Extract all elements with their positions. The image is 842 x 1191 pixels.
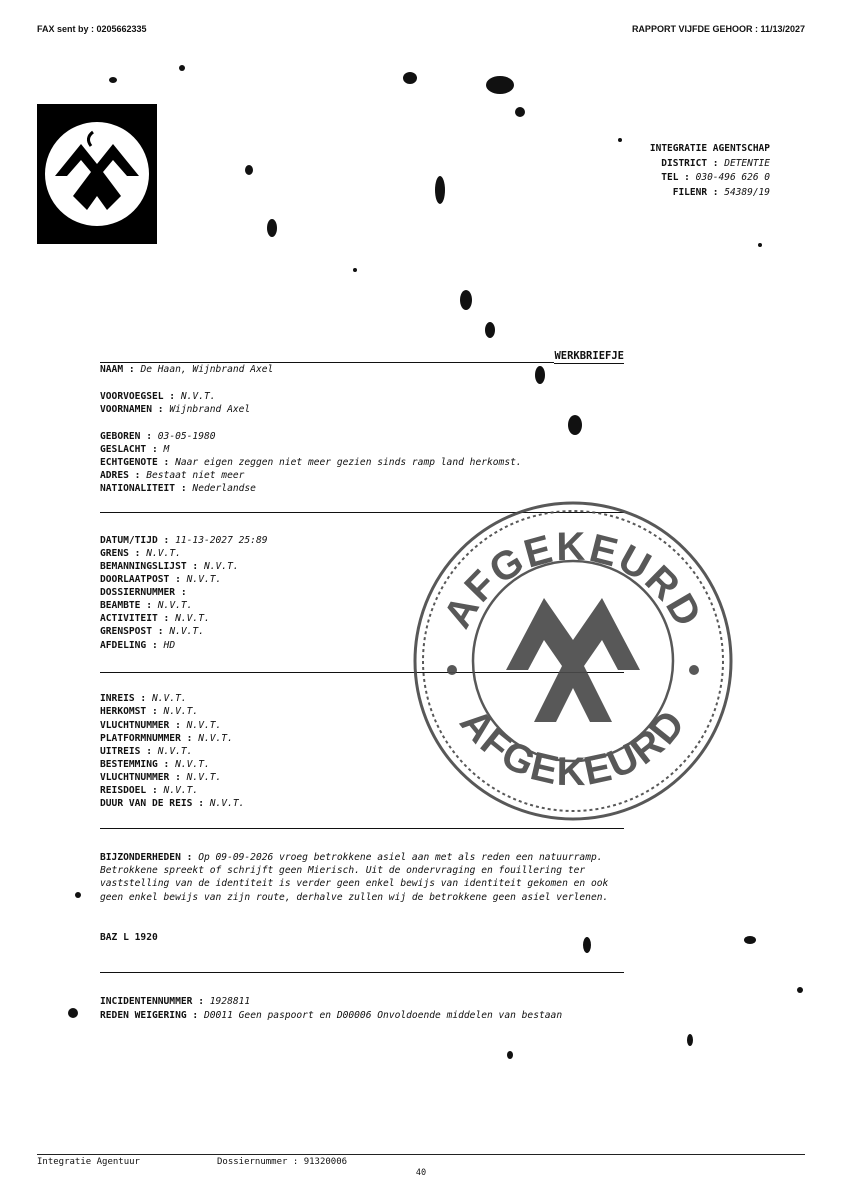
field-value: N.V.T.	[163, 785, 199, 796]
field-value: N.V.T.	[146, 548, 181, 559]
district-value: DETENTIE	[724, 157, 770, 169]
incident-row	[100, 996, 250, 1007]
field-row	[100, 626, 204, 637]
field-row	[100, 746, 192, 757]
agency-block	[650, 142, 770, 200]
field-value: M	[163, 444, 170, 455]
document-title: WERKBRIEFJE	[554, 350, 624, 362]
district-label: DISTRICT :	[661, 157, 719, 169]
agency-name: INTEGRATIE AGENTSCHAP	[649, 143, 770, 154]
field-label: GEBOREN :	[100, 431, 152, 442]
stamp-emblem-icon	[506, 598, 640, 722]
field-label: GRENS :	[100, 548, 141, 559]
field-value: N.V.T.	[180, 391, 216, 402]
field-label: BESTEMMING :	[100, 759, 170, 770]
field-value: N.V.T.	[169, 626, 204, 637]
incident-value: 1928811	[209, 996, 251, 1007]
incident-label: INCIDENTENNUMMER :	[100, 996, 204, 1007]
field-value: 11-13-2027 25:89	[175, 535, 268, 546]
field-row	[100, 640, 175, 651]
field-row	[100, 706, 198, 717]
field-label: ADRES :	[100, 470, 141, 481]
afgekeurd-stamp	[412, 500, 734, 822]
reden-label: REDEN WEIGERING :	[100, 1010, 199, 1021]
field-label: PLATFORMNUMMER :	[100, 733, 193, 744]
field-label: VLUCHTNUMMER :	[100, 720, 181, 731]
field-value: N.V.T.	[186, 720, 222, 731]
field-row	[100, 431, 216, 442]
filenr-label: FILENR :	[672, 186, 719, 198]
footer	[37, 1157, 348, 1167]
field-label: NATIONALITEIT :	[100, 483, 187, 494]
field-value: HD	[163, 640, 176, 651]
filenr-value: 54389/19	[724, 186, 770, 198]
title-rule	[100, 362, 624, 363]
field-value: N.V.T.	[152, 693, 187, 704]
field-row	[100, 733, 233, 744]
field-row	[100, 444, 169, 455]
footer-dossier: Dossiernummer : 91320006	[217, 1157, 348, 1167]
field-value: N.V.T.	[175, 759, 210, 770]
field-value: N.V.T.	[203, 561, 239, 572]
field-row	[100, 483, 256, 494]
field-label: GESLACHT :	[100, 444, 158, 455]
section-divider	[100, 828, 624, 829]
field-label: DUUR VAN DE REIS :	[100, 798, 204, 809]
field-label: AFDELING :	[100, 640, 158, 651]
field-label: DATUM/TIJD :	[100, 535, 170, 546]
field-value: N.V.T.	[209, 798, 245, 809]
field-label: INREIS :	[100, 693, 147, 704]
field-row	[100, 600, 192, 611]
field-value: N.V.T.	[163, 706, 199, 717]
baz-code: BAZ L 1920	[100, 932, 158, 943]
field-label: REISDOEL :	[100, 785, 158, 796]
field-value: Wijnbrand Axel	[169, 404, 251, 415]
footer-agency: Integratie Agentuur	[37, 1157, 140, 1167]
tel-value: 030-496 626 0	[695, 172, 770, 184]
field-value: N.V.T.	[175, 613, 210, 624]
field-row	[100, 785, 198, 796]
agency-logo	[37, 104, 157, 244]
page-number: 40	[415, 1168, 427, 1178]
field-label: GRENSPOST :	[100, 626, 164, 637]
double-chevron-logo-icon	[37, 104, 157, 244]
field-label: ECHTGENOTE :	[100, 457, 170, 468]
field-label: DOORLAATPOST :	[100, 574, 181, 585]
field-value: N.V.T.	[157, 600, 193, 611]
stamp-text-top: AFGEKEURD	[435, 524, 711, 636]
footer-rule	[37, 1154, 805, 1155]
stamp-text-bottom: AFGEKEURD	[451, 700, 695, 795]
reden-row	[100, 1009, 626, 1022]
field-row	[100, 587, 187, 598]
field-row	[100, 798, 244, 809]
field-row	[100, 613, 210, 624]
section-divider	[100, 972, 624, 973]
field-row	[100, 772, 221, 783]
field-row	[100, 574, 221, 585]
reden-value: D0011 Geen paspoort en D00006 Onvoldoende middelen van bestaan	[203, 1010, 563, 1021]
tel-label: TEL :	[661, 172, 690, 184]
field-value: 03-05-1980	[157, 431, 216, 442]
bijzonderheden-label: BIJZONDERHEDEN :	[100, 852, 193, 863]
fax-header	[37, 24, 805, 34]
field-label: HERKOMST :	[100, 706, 158, 717]
field-value: Bestaat niet meer	[146, 470, 245, 481]
field-row	[100, 391, 216, 402]
field-label: ACTIVITEIT :	[100, 613, 170, 624]
field-row	[100, 404, 250, 415]
field-value: N.V.T.	[198, 733, 233, 744]
naam-value: De Haan, Wijnbrand Axel	[140, 364, 274, 375]
field-value: Nederlandse	[192, 483, 256, 494]
field-row	[100, 535, 268, 546]
field-label: DOSSIERNUMMER :	[100, 587, 187, 598]
fax-sender: FAX sent by : 0205662335	[37, 24, 147, 34]
field-label: VOORNAMEN :	[100, 404, 164, 415]
field-value: N.V.T.	[186, 772, 222, 783]
bijzonderheden-block	[100, 851, 626, 904]
field-row	[100, 457, 522, 468]
field-label: UITREIS :	[100, 746, 152, 757]
field-row	[100, 470, 244, 481]
field-value: N.V.T.	[157, 746, 193, 757]
field-label: VOORVOEGSEL :	[100, 391, 176, 402]
field-row	[100, 693, 187, 704]
field-value: Naar eigen zeggen niet meer gezien sinds ramp land herkomst.	[175, 457, 522, 468]
field-label: BEMANNINGSLIJST :	[100, 561, 199, 572]
field-row	[100, 548, 181, 559]
field-row	[100, 759, 210, 770]
field-row	[100, 561, 239, 572]
field-label: BEAMBTE :	[100, 600, 152, 611]
field-label: VLUCHTNUMMER :	[100, 772, 181, 783]
field-value: N.V.T.	[186, 574, 222, 585]
naam-row	[100, 364, 273, 375]
naam-label: NAAM :	[100, 364, 135, 375]
field-row	[100, 720, 221, 731]
report-title: RAPPORT VIJFDE GEHOOR : 11/13/2027	[631, 24, 805, 34]
bijzonderheden-text: Op 09-09-2026 vroeg betrokkene asiel aan met als reden een natuurramp. Betrokkene spreekt of schrijft geen Mierisch. Uit de ondervraging en fouillering ter vaststelling van de identiteit is verder geen enkel bewijs van identiteit gekomen en ook geen enkel bewijs van zijn route, derhalve zullen wij de betrokkene geen asiel verlenen.	[100, 852, 609, 903]
